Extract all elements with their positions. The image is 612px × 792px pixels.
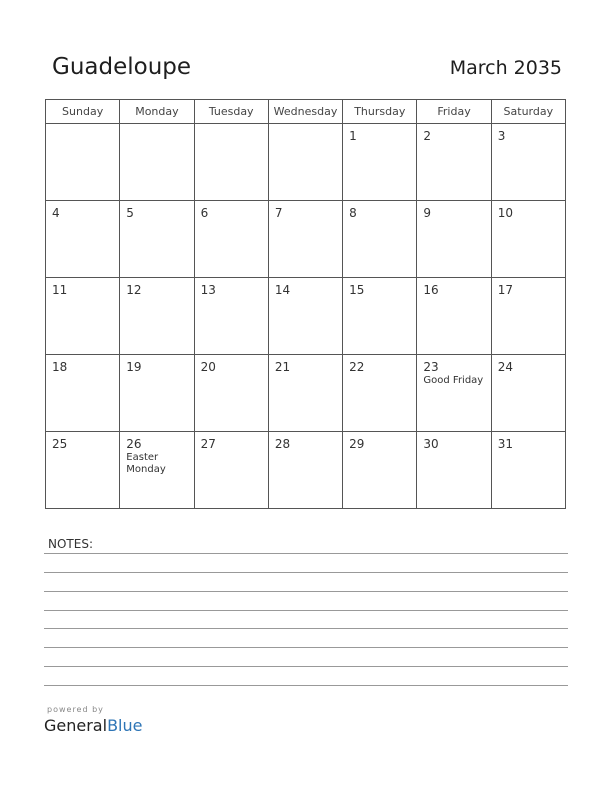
calendar-day-cell: [46, 201, 120, 278]
day-number: [46, 124, 119, 129]
calendar-day-cell: [491, 355, 565, 432]
notes-line: [44, 685, 568, 686]
day-number: 5: [126, 206, 134, 220]
brand-blue: Blue: [107, 716, 143, 735]
day-number: 6: [200, 206, 209, 220]
day-number: 17: [497, 283, 513, 297]
calendar-day-cell: [491, 432, 565, 509]
calendar-day-cell: [194, 278, 268, 355]
day-number: 20: [200, 360, 216, 374]
day-number: 11: [52, 283, 68, 297]
calendar-day-cell: [417, 432, 491, 509]
calendar-week-row: [46, 201, 566, 278]
notes-label: NOTES:: [48, 537, 93, 551]
calendar-week-row: [46, 432, 566, 509]
calendar-day-cell: [46, 124, 120, 201]
day-number: 14: [274, 283, 291, 297]
calendar-day-cell: [343, 355, 417, 432]
day-number: 29: [349, 437, 365, 451]
day-number: [269, 124, 342, 129]
day-number: 18: [52, 360, 68, 374]
day-number: 8: [349, 206, 357, 220]
calendar-grid: [45, 99, 566, 509]
calendar-day-cell: [268, 201, 342, 278]
day-number: 9: [423, 206, 432, 220]
notes-line: [44, 628, 568, 629]
day-number: 3: [497, 129, 506, 143]
day-number: 22: [349, 360, 365, 374]
day-number: 15: [349, 283, 365, 297]
calendar-week-row: [46, 124, 566, 201]
notes-line: [44, 647, 568, 648]
calendar-week-row: [46, 278, 566, 355]
day-number: 30: [423, 437, 439, 451]
calendar-day-cell: [268, 355, 342, 432]
day-number: 26: [126, 437, 142, 451]
day-number: 7: [274, 206, 283, 220]
calendar-day-cell: [417, 355, 491, 432]
calendar-day-cell: [343, 278, 417, 355]
calendar-day-cell: [417, 201, 491, 278]
weekday-header: Sunday: [46, 100, 120, 124]
day-number: 21: [274, 360, 291, 374]
calendar-day-cell: [120, 278, 194, 355]
day-number: 25: [52, 437, 68, 451]
calendar-day-cell: [120, 432, 194, 509]
weekday-header: Thursday: [343, 100, 417, 124]
calendar-day-cell: [120, 124, 194, 201]
calendar-day-cell: [268, 124, 342, 201]
notes-line: [44, 591, 568, 592]
calendar-week-row: [46, 355, 566, 432]
weekday-header-row: [46, 100, 566, 124]
calendar-day-cell: [491, 124, 565, 201]
notes-line: [44, 572, 568, 573]
day-number: 10: [497, 206, 513, 220]
notes-line: [44, 553, 568, 554]
day-number: 24: [497, 360, 513, 374]
calendar-day-cell: [46, 432, 120, 509]
calendar-day-cell: [343, 201, 417, 278]
weekday-header: Monday: [120, 100, 194, 124]
weekday-header: Saturday: [491, 100, 565, 124]
day-number: 27: [200, 437, 216, 451]
calendar-day-cell: [343, 432, 417, 509]
weekday-header: Tuesday: [194, 100, 268, 124]
calendar-day-cell: [194, 124, 268, 201]
day-number: 19: [126, 360, 142, 374]
calendar-day-cell: [268, 432, 342, 509]
brand-logo: [44, 716, 142, 735]
calendar-day-cell: [417, 124, 491, 201]
day-number: 16: [423, 283, 439, 297]
day-number: 23: [423, 360, 439, 374]
weekday-header: Wednesday: [268, 100, 342, 124]
calendar-day-cell: [194, 432, 268, 509]
calendar-day-cell: [120, 201, 194, 278]
calendar-country-title: Guadeloupe: [52, 54, 192, 80]
holiday-label: Easter Monday: [126, 452, 166, 475]
day-number: 4: [52, 206, 60, 220]
calendar-day-cell: [268, 278, 342, 355]
holiday-label: Good Friday: [423, 375, 484, 386]
weekday-header: Friday: [417, 100, 491, 124]
notes-line: [44, 610, 568, 611]
calendar-day-cell: [491, 278, 565, 355]
calendar-month-title: March 2035: [449, 57, 562, 79]
day-number: [195, 124, 268, 129]
calendar-day-cell: [46, 278, 120, 355]
calendar-day-cell: [491, 201, 565, 278]
day-number: [120, 124, 193, 129]
calendar-day-cell: [194, 201, 268, 278]
calendar-day-cell: [194, 355, 268, 432]
day-number: 13: [200, 283, 216, 297]
notes-line: [44, 666, 568, 667]
day-number: 1: [349, 129, 357, 143]
calendar-day-cell: [343, 124, 417, 201]
day-number: 31: [497, 437, 513, 451]
calendar-day-cell: [46, 355, 120, 432]
day-number: 2: [423, 129, 432, 143]
calendar-day-cell: [120, 355, 194, 432]
calendar-day-cell: [417, 278, 491, 355]
powered-by-text: powered by: [47, 705, 104, 714]
day-number: 12: [126, 283, 142, 297]
brand-general: General: [44, 716, 108, 735]
day-number: 28: [274, 437, 291, 451]
